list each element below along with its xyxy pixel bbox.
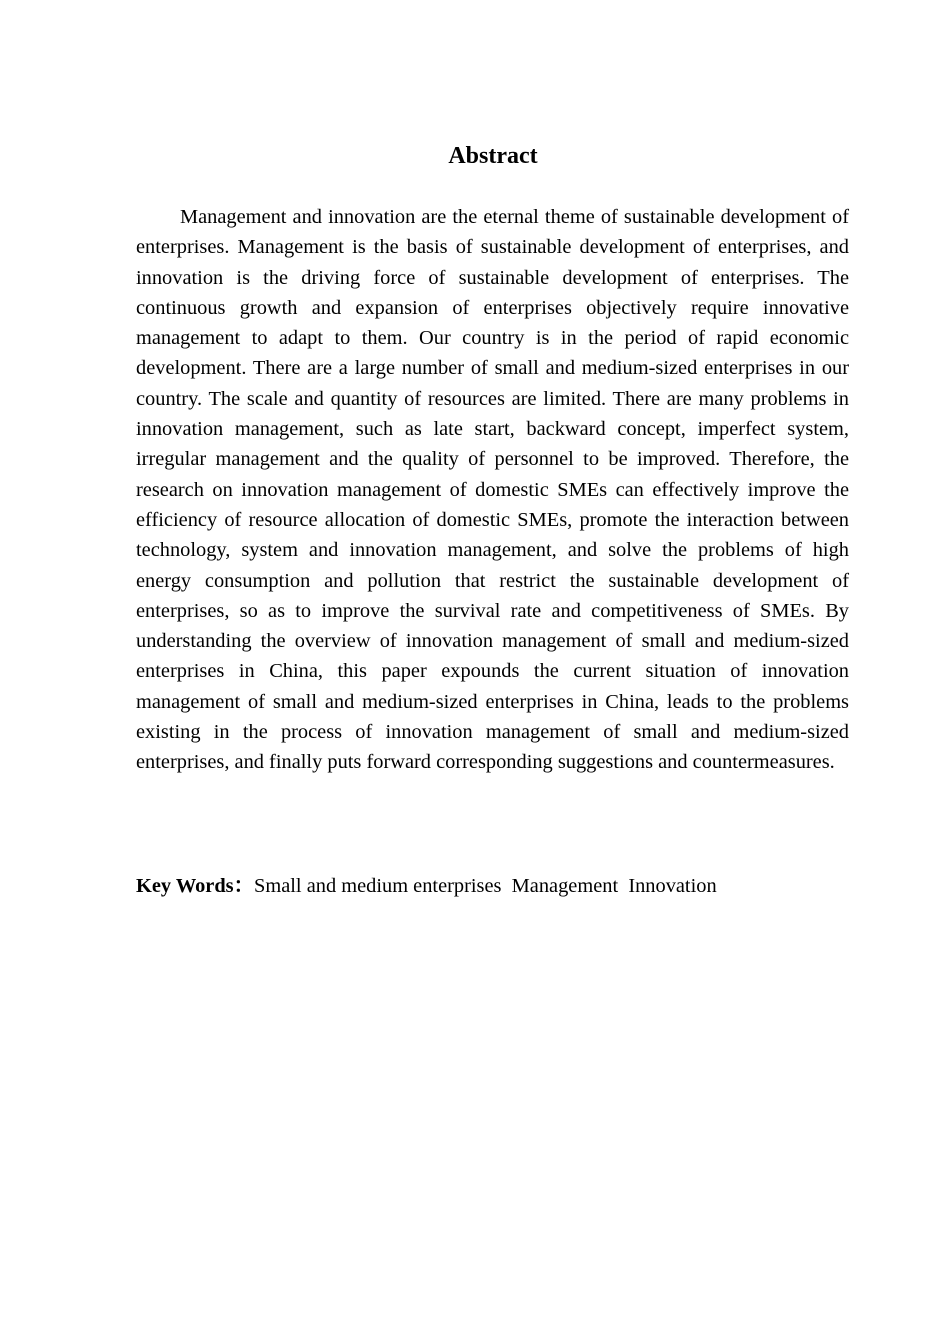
- keywords-label: Key Words：: [136, 875, 255, 897]
- abstract-title: Abstract: [448, 143, 538, 169]
- abstract-body: Management and innovation are the eternal theme of sustainable development of enterprises. Management is the basis of sustainable development of enterprises, and innovation is the driving force of sustainable development of enterprises. The continuous growth and expansion of enterprises objectively require innovative management to adapt to them. Our country is in the period of rapid economic development. There are a large number of small and medium-sized enterprises in our country. The scale and quantity of resources are limited. There are many problems in innovation management, such as late start, backward concept, imperfect system, irregular management and the quality of personnel to be improved. Therefore, the research on innovation management of domestic SMEs can effectively improve the efficiency of resource allocation of domestic SMEs, promote the interaction between technology, system and innovation management, and solve the problems of high energy consumption and pollution that restrict the sustainable development of enterprises, so as to improve the survival rate and competitiveness of SMEs. By understanding the overview of innovation management of small and medium-sized enterprises in China, this paper expounds the current situation of innovation management of small and medium-sized enterprises in China, leads to the problems existing in the process of innovation management of small and medium-sized enterprises, and finally puts forward corresponding suggestions and countermeasures.: [136, 206, 849, 774]
- keywords-value: Small and medium enterprises Management Innovation: [254, 875, 717, 897]
- keywords-line: [136, 871, 849, 901]
